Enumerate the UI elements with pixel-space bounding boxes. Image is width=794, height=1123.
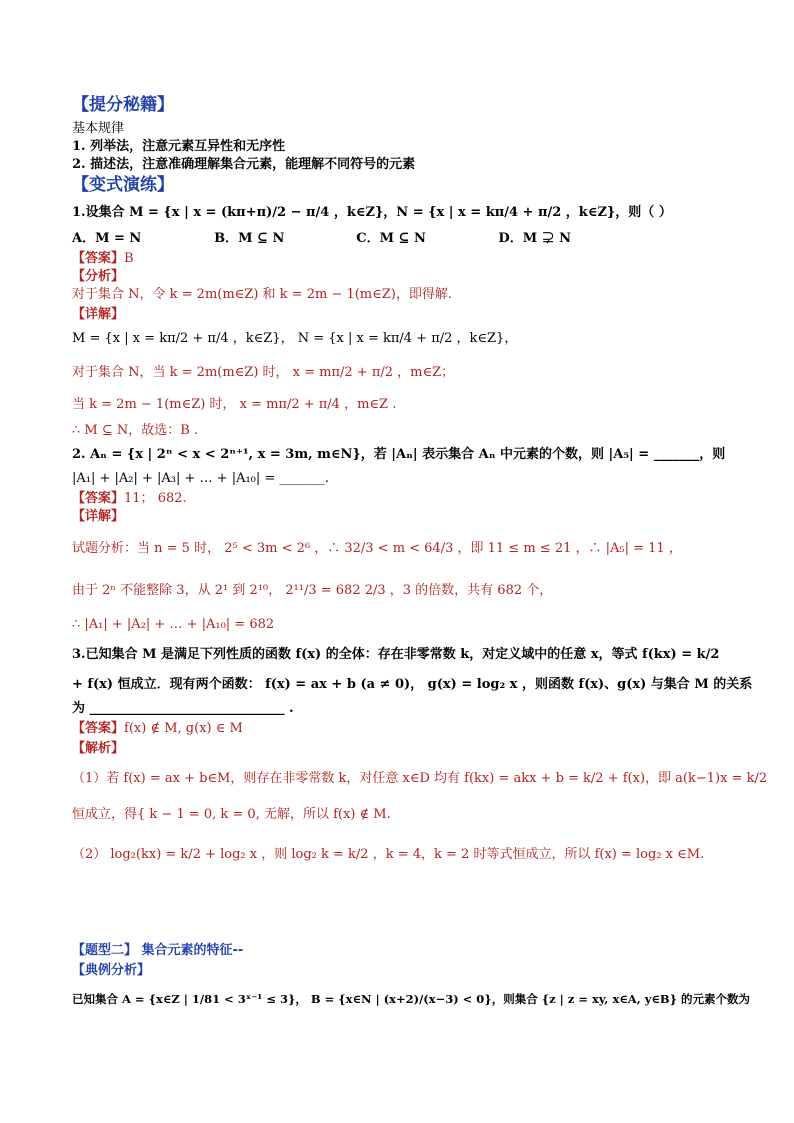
q1-detail-3: 当 k = 2m − 1(m∈Z) 时， x = mπ/2 + π/4 ，m∈Z . (72, 397, 397, 412)
q1-option-a: A．M = N (72, 231, 142, 246)
q1-option-d: D．M ⊋ N (498, 231, 572, 246)
q1-detail-1: M = {x | x = kπ/2 + π/4 ，k∈Z}， N = {x | x = kπ/4 + π/2 ，k∈Z}， (72, 331, 518, 346)
q3-answer-line (72, 720, 243, 738)
q3-analysis-3: （2） log₂(kx) = k/2 + log₂ x ，则 log₂ k = k/2 ，k = 4，k = 2 时等式恒成立，所以 f(x) = log₂ x ∈M. (72, 847, 705, 862)
practice-heading: 【变式演练】 (72, 175, 174, 195)
q1-detail-2: 对于集合 N，当 k = 2m(m∈Z) 时， x = mπ/2 + π/2 ，m∈Z； (72, 365, 455, 380)
q1-option-b: B．M ⊆ N (214, 231, 285, 246)
q3-stem-3: 为 ______________________________ . (72, 701, 294, 716)
q2-answer-tag: 【答案】 (72, 491, 125, 506)
tips-subtitle: 基本规律 (72, 121, 125, 136)
q1-answer-tag: 【答案】 (72, 251, 125, 266)
q3-answer-tag: 【答案】 (72, 721, 125, 736)
q2-answer-line (72, 490, 187, 508)
q2-detail-tag: 【详解】 (72, 509, 125, 524)
q2-detail-2: 由于 2ⁿ 不能整除 3，从 2¹ 到 2¹⁰， 2¹¹/3 = 682 2/3 ，3 的倍数，共有 682 个， (72, 583, 553, 598)
q2-answer: 11； 682. (124, 491, 187, 506)
q1-stem: 1.设集合 M = {x | x = (kπ+π)/2 − π/4 ，k∈Z}，N = {x | x = kπ/4 + π/2 ，k∈Z}，则（ ） (72, 205, 672, 220)
tip-1: 1. 列举法，注意元素互异性和无序性 (72, 139, 286, 154)
q3-analysis-2: 恒成立，得{ k − 1 = 0, k = 0, 无解，所以 f(x) ∉ M. (72, 807, 391, 822)
q1-analysis-tag: 【分析】 (72, 269, 125, 284)
q1-analysis: 对于集合 N，令 k = 2m(m∈Z) 和 k = 2m − 1(m∈Z)，即得解. (72, 287, 452, 302)
q2-detail-1: 试题分析：当 n = 5 时， 2⁵ < 3m < 2⁶ ，∴ 32/3 < m < 64/3 ，即 11 ≤ m ≤ 21 ，∴ |A₅| = 11 ， (72, 541, 682, 556)
type2-heading: 【题型二】 集合元素的特征-- (72, 943, 244, 958)
q1-answer: B (124, 251, 134, 266)
q1-detail-tag: 【详解】 (72, 307, 125, 322)
q3-stem-2: + f(x) 恒成立．现有两个函数： f(x) = ax + b (a ≠ 0)， g(x) = log₂ x ，则函数 f(x)、g(x) 与集合 M 的关系 (72, 677, 753, 692)
q1-detail-4: ∴ M ⊆ N，故选：B . (72, 423, 199, 438)
q2-detail-3: ∴ |A₁| + |A₂| + … + |A₁₀| = 682 (72, 617, 275, 632)
q3-analysis-tag: 【解析】 (72, 741, 125, 756)
type2-subheading: 【典例分析】 (72, 963, 151, 978)
type2-stem: 已知集合 A = {x∈Z | 1/81 < 3ˣ⁻¹ ≤ 3}， B = {x∈N | (x+2)/(x−3) < 0}，则集合 {z | z = xy, x∈A, y∈B} 的元素个数为 (72, 992, 751, 1006)
tips-heading: 【提分秘籍】 (72, 95, 174, 115)
q3-analysis-1: （1）若 f(x) = ax + b∈M，则存在非零常数 k，对任意 x∈D 均有 f(kx) = akx + b = k/2 + f(x)，即 a(k−1)x = k/2 (72, 771, 768, 786)
q1-answer-line (72, 250, 134, 268)
q2-stem-2: |A₁| + |A₂| + |A₃| + … + |A₁₀| = _______. (72, 471, 330, 486)
q1-options (72, 230, 636, 248)
q1-option-c: C．M ⊆ N (356, 231, 426, 246)
q2-stem-1: 2. Aₙ = {x | 2ⁿ < x < 2ⁿ⁺¹, x = 3m, m∈N}，若 |Aₙ| 表示集合 Aₙ 中元素的个数，则 |A₅| = _______，则 (72, 447, 726, 462)
q3-answer: f(x) ∉ M, g(x) ∈ M (124, 721, 243, 736)
q3-stem-1: 3.已知集合 M 是满足下列性质的函数 f(x) 的全体：存在非零常数 k，对定义域中的任意 x，等式 f(kx) = k/2 (72, 647, 720, 662)
tip-2: 2. 描述法，注意准确理解集合元素，能理解不同符号的元素 (72, 157, 416, 172)
